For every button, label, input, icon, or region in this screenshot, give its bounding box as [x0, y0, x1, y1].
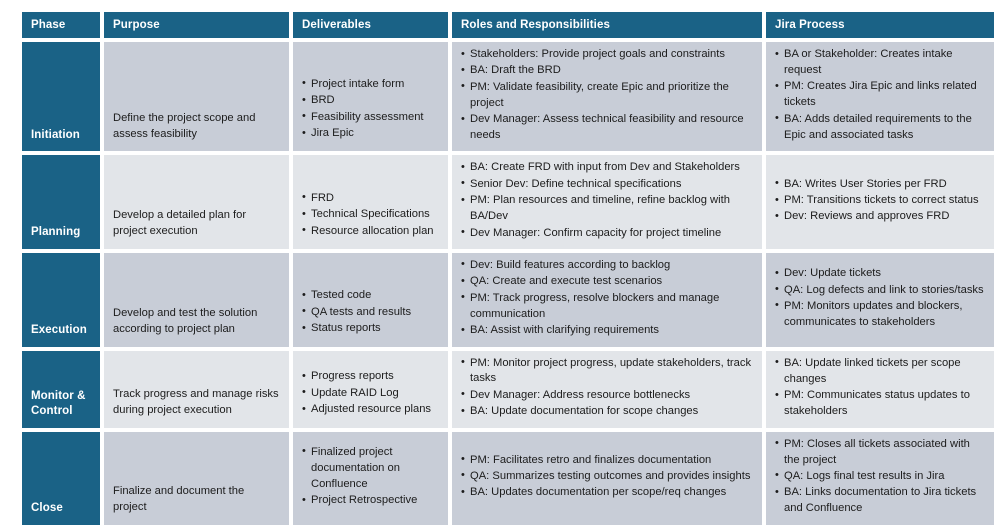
list-item: • Stakeholders: Provide project goals and constraints	[461, 47, 753, 63]
jira-cell-planning	[766, 155, 994, 249]
list-item: • Dev Manager: Assess technical feasibility and resource needs	[461, 112, 753, 144]
purpose-text: Track progress and manage risks during project execution	[113, 387, 279, 416]
list-item: • PM: Communicates status updates to stakeholders	[775, 388, 985, 420]
list-item: • Project intake form	[302, 77, 439, 93]
list-item: • PM: Creates Jira Epic and links related tickets	[775, 79, 985, 111]
deliverables-list	[302, 191, 439, 240]
list-item: • PM: Facilitates retro and finalizes documentation	[461, 453, 753, 469]
phase-label-initiation: Initiation	[22, 42, 100, 151]
list-item: • QA: Log defects and link to stories/tasks	[775, 283, 985, 299]
purpose-cell-close	[104, 432, 289, 525]
list-item: • BA: Create FRD with input from Dev and Stakeholders	[461, 160, 753, 176]
list-item: • BA: Links documentation to Jira tickets and Confluence	[775, 485, 985, 517]
phase-label-close: Close	[22, 432, 100, 525]
jira-cell-monitor-control	[766, 351, 994, 428]
roles-list	[461, 356, 753, 421]
list-item: • BRD	[302, 93, 439, 109]
roles-cell-planning	[452, 155, 762, 249]
table-row	[22, 432, 994, 525]
deliverables-cell-initiation	[293, 42, 448, 151]
table-row	[22, 351, 994, 428]
list-item: • FRD	[302, 191, 439, 207]
list-item: • Finalized project documentation on Confluence	[302, 445, 439, 493]
list-item: • PM: Transitions tickets to correct status	[775, 193, 985, 209]
purpose-text: Develop and test the solution according to project plan	[113, 306, 258, 335]
jira-list	[775, 266, 985, 331]
list-item: • BA: Draft the BRD	[461, 63, 753, 79]
table-row	[22, 155, 994, 249]
list-item: • Status reports	[302, 321, 439, 337]
list-item: • Dev: Update tickets	[775, 266, 985, 282]
list-item: • QA tests and results	[302, 305, 439, 321]
list-item: • Dev: Reviews and approves FRD	[775, 209, 985, 225]
project-phase-matrix-table	[18, 8, 998, 529]
list-item: • Progress reports	[302, 369, 439, 385]
list-item: • Senior Dev: Define technical specifications	[461, 177, 753, 193]
list-item: • Adjusted resource plans	[302, 402, 439, 418]
deliverables-cell-planning	[293, 155, 448, 249]
phase-label-planning: Planning	[22, 155, 100, 249]
list-item: • Feasibility assessment	[302, 110, 439, 126]
roles-cell-close	[452, 432, 762, 525]
jira-cell-execution	[766, 253, 994, 347]
deliverables-cell-execution	[293, 253, 448, 347]
list-item: • BA: Assist with clarifying requirements	[461, 323, 753, 339]
roles-list	[461, 453, 753, 502]
roles-cell-execution	[452, 253, 762, 347]
list-item: • Dev Manager: Confirm capacity for project timeline	[461, 226, 753, 242]
list-item: • Dev Manager: Address resource bottlenecks	[461, 388, 753, 404]
roles-cell-monitor-control	[452, 351, 762, 428]
column-header-roles: Roles and Responsibilities	[452, 12, 762, 38]
list-item: • Jira Epic	[302, 126, 439, 142]
roles-list	[461, 47, 753, 144]
list-item: • Tested code	[302, 288, 439, 304]
list-item: • QA: Create and execute test scenarios	[461, 274, 753, 290]
purpose-cell-initiation	[104, 42, 289, 151]
column-header-jira: Jira Process	[766, 12, 994, 38]
jira-cell-initiation	[766, 42, 994, 151]
roles-cell-initiation	[452, 42, 762, 151]
list-item: • QA: Summarizes testing outcomes and provides insights	[461, 469, 753, 485]
list-item: • PM: Plan resources and timeline, refine backlog with BA/Dev	[461, 193, 753, 225]
jira-list	[775, 356, 985, 420]
jira-cell-close	[766, 432, 994, 525]
list-item: • BA: Update linked tickets per scope changes	[775, 356, 985, 388]
purpose-text: Define the project scope and assess feasibility	[113, 111, 256, 140]
jira-list	[775, 47, 985, 143]
deliverables-cell-monitor-control	[293, 351, 448, 428]
jira-list	[775, 437, 985, 518]
table-row	[22, 42, 994, 151]
list-item: • PM: Monitors updates and blockers, communicates to stakeholders	[775, 299, 985, 331]
purpose-cell-execution	[104, 253, 289, 347]
table-row	[22, 253, 994, 347]
purpose-text: Develop a detailed plan for project execution	[113, 209, 247, 238]
list-item: • Dev: Build features according to backlog	[461, 258, 753, 274]
column-header-phase: Phase	[22, 12, 100, 38]
list-item: • Project Retrospective	[302, 493, 439, 509]
deliverables-list	[302, 445, 439, 509]
deliverables-cell-close	[293, 432, 448, 525]
table-header-row	[22, 12, 994, 38]
purpose-cell-monitor-control	[104, 351, 289, 428]
list-item: • PM: Monitor project progress, update stakeholders, track tasks	[461, 356, 753, 388]
list-item: • BA: Updates documentation per scope/req changes	[461, 485, 753, 501]
purpose-text: Finalize and document the project	[113, 484, 245, 513]
list-item: • BA: Update documentation for scope changes	[461, 404, 753, 420]
list-item: • Resource allocation plan	[302, 224, 439, 240]
deliverables-list	[302, 77, 439, 142]
phase-label-monitor-control: Monitor & Control	[22, 351, 100, 428]
list-item: • Technical Specifications	[302, 207, 439, 223]
list-item: • BA or Stakeholder: Creates intake request	[775, 47, 985, 79]
deliverables-list	[302, 369, 439, 418]
list-item: • PM: Validate feasibility, create Epic and prioritize the project	[461, 80, 753, 112]
roles-list	[461, 160, 753, 241]
column-header-deliverables: Deliverables	[293, 12, 448, 38]
list-item: • BA: Adds detailed requirements to the Epic and associated tasks	[775, 112, 985, 144]
jira-list	[775, 177, 985, 226]
deliverables-list	[302, 288, 439, 337]
list-item: • Update RAID Log	[302, 386, 439, 402]
purpose-cell-planning	[104, 155, 289, 249]
list-item: • PM: Track progress, resolve blockers and manage communication	[461, 291, 753, 323]
phase-label-execution: Execution	[22, 253, 100, 347]
list-item: • PM: Closes all tickets associated with the project	[775, 437, 985, 469]
column-header-purpose: Purpose	[104, 12, 289, 38]
list-item: • BA: Writes User Stories per FRD	[775, 177, 985, 193]
list-item: • QA: Logs final test results in Jira	[775, 469, 985, 485]
roles-list	[461, 258, 753, 339]
